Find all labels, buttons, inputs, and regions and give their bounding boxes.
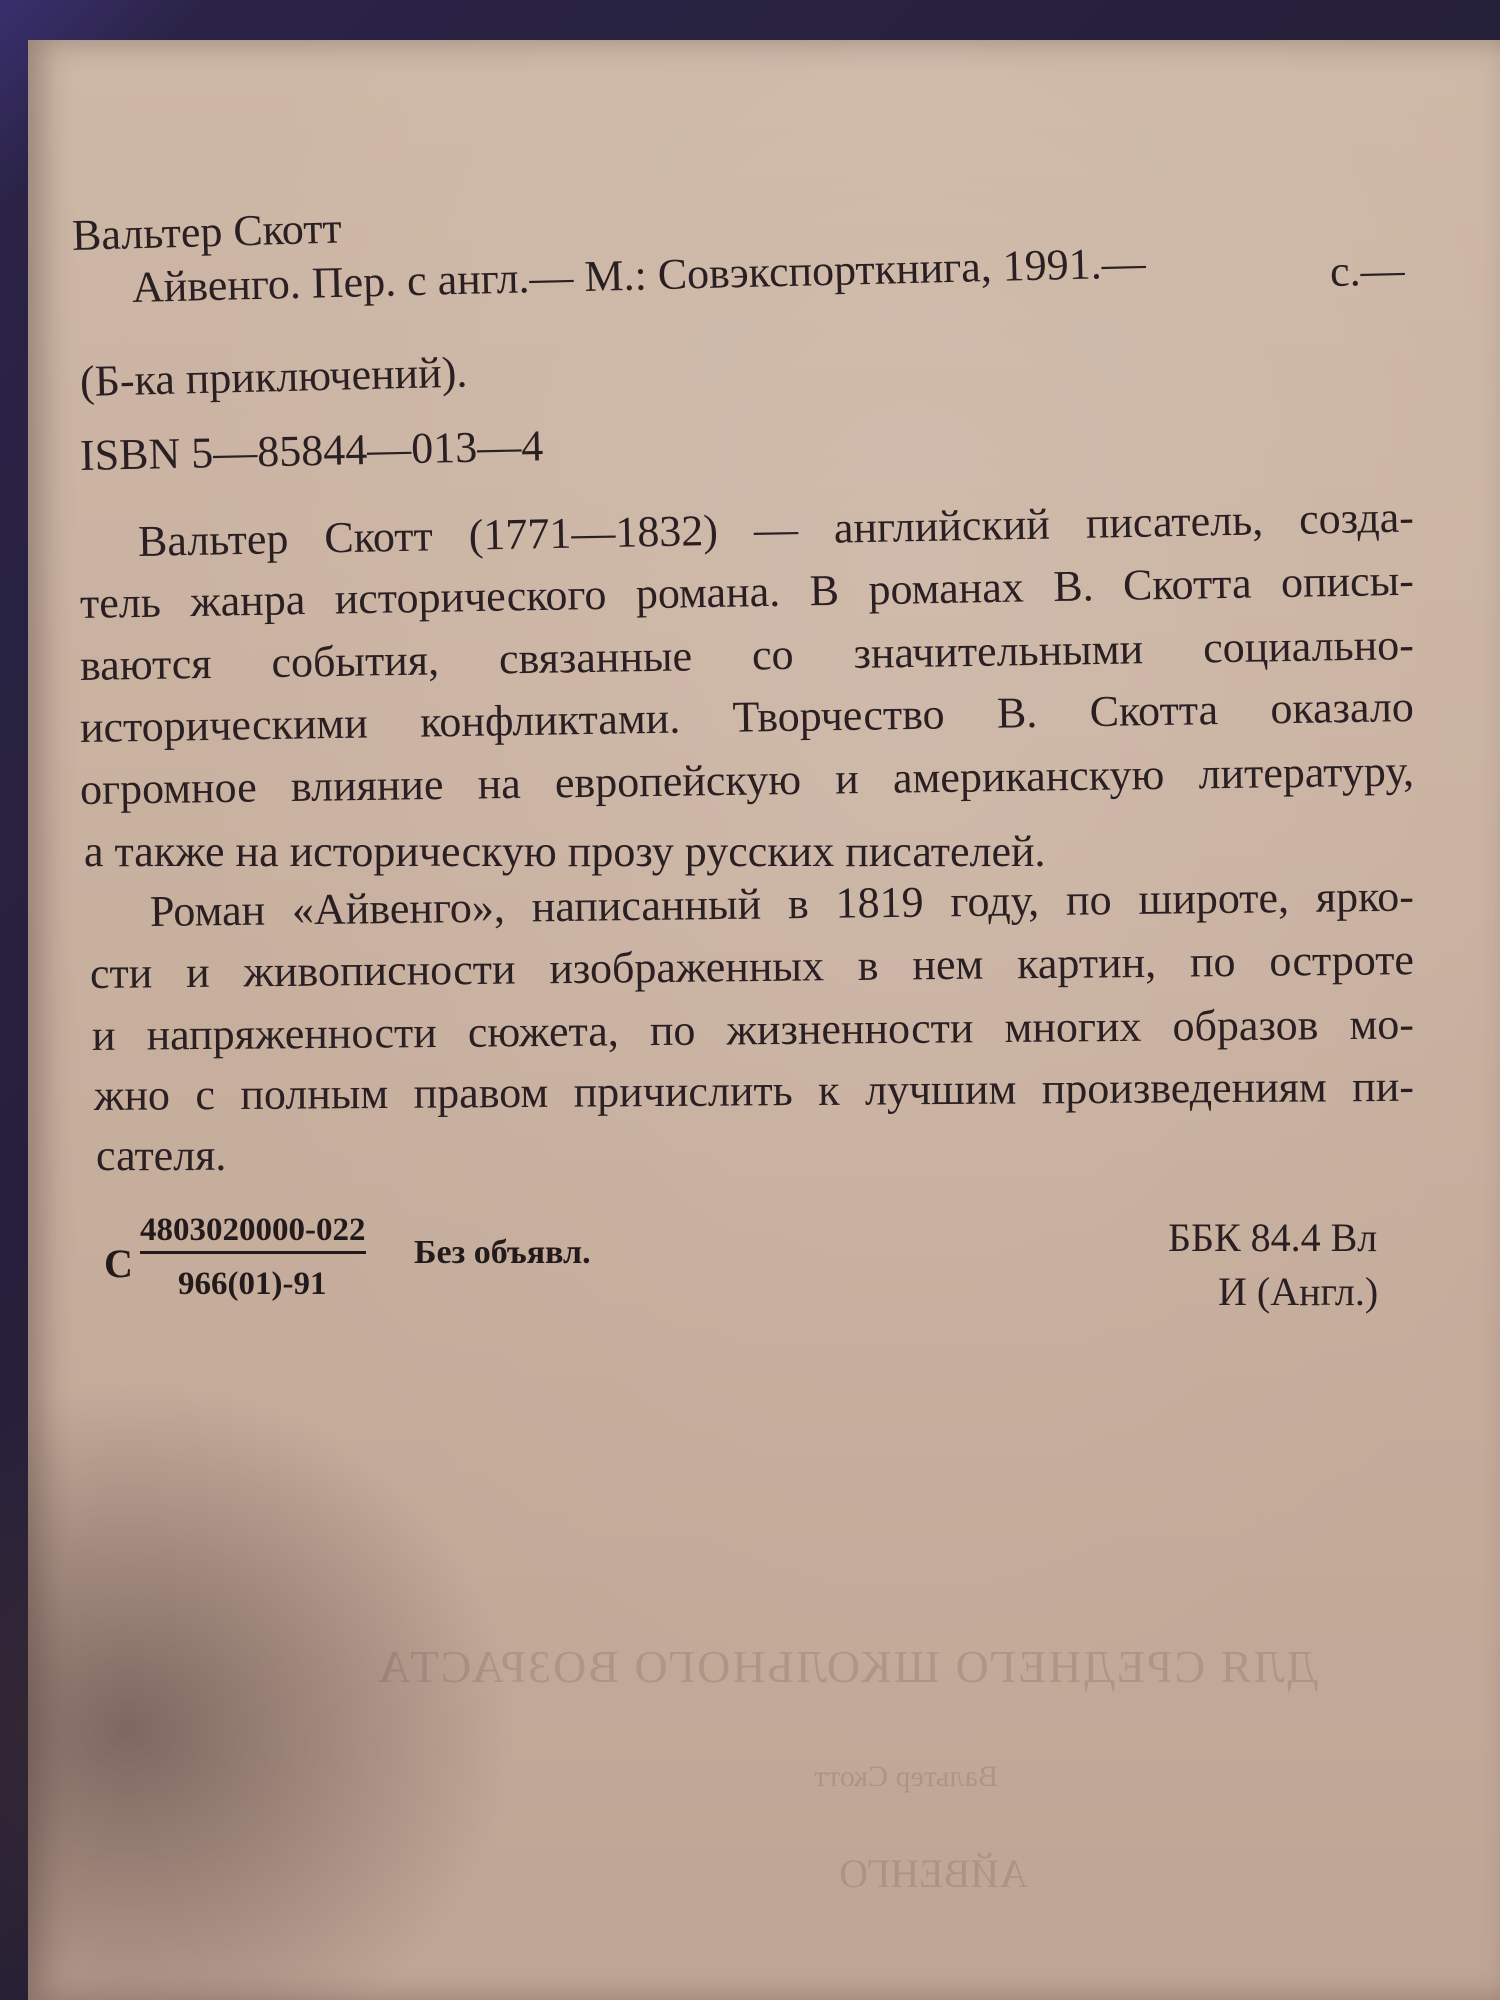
publication-index-code — [104, 1212, 704, 1322]
author-line: Вальтер Скотт — [71, 203, 343, 260]
show-through-text — [258, 1640, 1358, 1940]
annotation-line: сти и живописности изображенных в нем картин, по остроте — [89, 935, 1415, 998]
title-line: Айвенго. Пер. с англ.— М.: Совэкспорткнига, 1991.— — [131, 238, 1147, 312]
annotation-line: жно с полным правом причислить к лучшим произведениям пи- — [93, 1061, 1415, 1120]
code-denominator: 966(01)-91 — [178, 1266, 327, 1302]
annotation-line: и напряженности сюжета, по жизненности многих образов мо- — [91, 999, 1415, 1060]
annotation-line: тель жанра исторического романа. В романах В. Скотта описы- — [79, 555, 1415, 628]
code-numerator: 4803020000-022 — [140, 1212, 366, 1254]
show-through-line: Вальтер Скотт — [814, 1760, 998, 1793]
index-code: И (Англ.) — [1218, 1269, 1379, 1314]
book-page — [28, 40, 1500, 2000]
bbk-code: ББК 84.4 Вл — [1168, 1215, 1378, 1260]
annotation-line: историческими конфликтами. Творчество В. Скотта оказало — [79, 682, 1415, 752]
pages-field: с.— — [1329, 245, 1406, 296]
annotation-line: огромное влияние на европейскую и американскую литературу, — [79, 746, 1415, 814]
show-through-line: ДЛЯ СРЕДНЕГО ШКОЛЬНОГО ВОЗРАСТА — [375, 1641, 1318, 1692]
annotation-line: Роман «Айвенго», написанный в 1819 году, по широте, ярко- — [149, 871, 1415, 936]
annotation-line: Вальтер Скотт (1771—1832) — английский писатель, созда- — [137, 492, 1415, 566]
show-through-line: АЙВЕНГО — [839, 1851, 1028, 1896]
annotation-line: а также на историческую прозу русских писателей. — [84, 827, 1046, 876]
isbn-line: ISBN 5—85844—013—4 — [79, 421, 544, 480]
code-note: Без объявл. — [414, 1234, 591, 1271]
series-line: (Б-ка приключений). — [79, 347, 468, 406]
annotation-line: ваются события, связанные со значительными социально- — [79, 620, 1415, 690]
code-prefix: С — [104, 1241, 133, 1286]
annotation-line: сателя. — [96, 1131, 227, 1180]
